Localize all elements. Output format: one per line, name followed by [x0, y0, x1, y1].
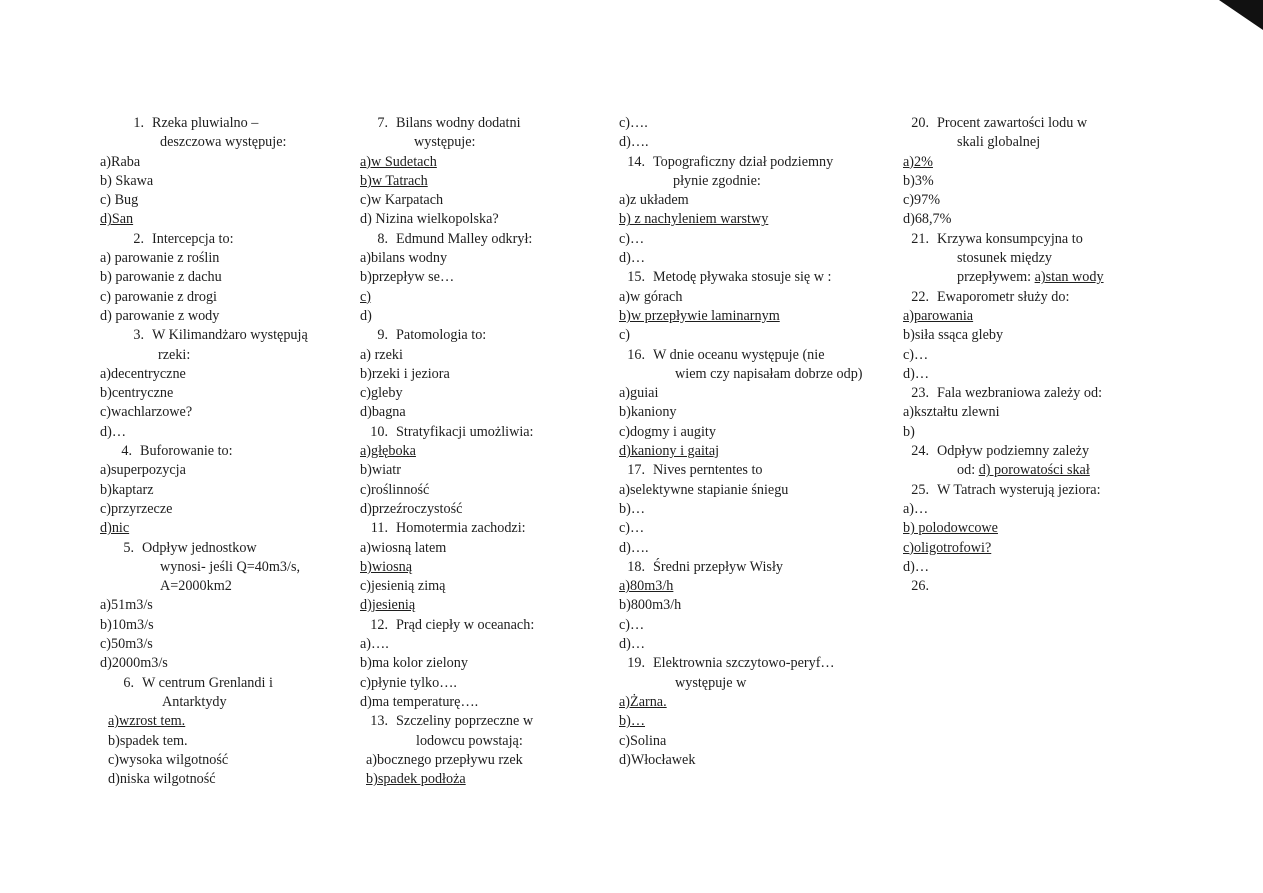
option-12a: a)…. — [360, 636, 389, 653]
question-20-text: Procent zawartości lodu w — [937, 115, 1088, 131]
option-9a: a) rzeki — [360, 346, 403, 363]
question-7-text-cont: występuje: — [414, 134, 476, 151]
question-24-answer: d) porowatości skał — [978, 462, 1090, 479]
question-24: 24. Odpływ podziemny zależy od: d) porowatości skał — [911, 443, 1090, 479]
question-1-text: Rzeka pluwialno – — [152, 115, 259, 131]
option-25d: d)… — [903, 558, 930, 575]
question-19-text-cont: występuje w — [675, 674, 747, 691]
option-6c: c)wysoka wilgotność — [108, 751, 229, 768]
option-25c-answer: c)oligotrofowi? — [903, 539, 992, 556]
question-26: 26. — [911, 578, 929, 595]
option-8b: b)przepływ se… — [360, 269, 455, 286]
option-20d: d)68,7% — [903, 211, 952, 228]
question-20-text-cont: skali globalnej — [957, 134, 1041, 151]
option-7d: d) Nizina wielkopolska? — [360, 211, 499, 228]
question-3: 3. W Kilimandżaro występują rzeki: — [100, 326, 345, 365]
option-16c: c)dogmy i augity — [619, 423, 716, 440]
option-18d: d)… — [619, 636, 646, 653]
question-16-text: W dnie oceanu występuje (nie — [653, 346, 825, 363]
option-1c: c) Bug — [100, 192, 139, 209]
question-25: 25. W Tatrach wysterują jeziora: — [911, 481, 1101, 498]
scan-corner-mark — [1219, 0, 1263, 30]
question-21-text-cont: stosunek między — [957, 250, 1052, 267]
question-22-text: Ewaporometr służy do: — [937, 288, 1070, 305]
question-12: 12. Prąd ciepły w oceanach: — [370, 616, 535, 633]
question-11-text: Homotermia zachodzi: — [396, 520, 526, 537]
option-3b: b)centryczne — [100, 385, 174, 402]
option-25b-answer: b) polodowcowe — [903, 520, 998, 537]
option-4c: c)przyrzecze — [100, 500, 173, 517]
question-10: 10. Stratyfikacji umożliwia: — [370, 423, 534, 440]
question-4: 4. Buforowanie to: — [121, 443, 233, 460]
option-11b-answer: b)wiosną — [360, 558, 413, 575]
option-9c: c)gleby — [360, 385, 403, 402]
question-7-text: Bilans wodny dodatni — [396, 115, 521, 131]
question-1: 1. Rzeka pluwialno – deszczowa występuje: — [100, 114, 345, 153]
option-18b: b)800m3/h — [619, 597, 682, 614]
question-17-text: Nives perntentes to — [653, 462, 763, 479]
option-2d: d) parowanie z wody — [100, 307, 220, 324]
option-20b: b)3% — [903, 172, 934, 189]
question-25-text: W Tatrach wysterują jeziora: — [937, 481, 1101, 498]
option-13b-answer: b)spadek podłoża — [366, 771, 466, 788]
option-3d: d)… — [100, 423, 127, 440]
option-16d-answer: d)kaniony i gaitaj — [619, 443, 720, 460]
option-5a: a)51m3/s — [100, 597, 153, 614]
option-7b-answer: b)w Tatrach — [360, 172, 428, 189]
option-14c: c)… — [619, 230, 645, 247]
option-15a: a)w górach — [619, 288, 683, 305]
option-17c: c)… — [619, 520, 645, 537]
option-15b-answer: b)w przepływie laminarnym — [619, 307, 780, 324]
option-2a: a) parowanie z roślin — [100, 250, 220, 267]
option-14b-answer: b) z nachyleniem warstwy — [619, 211, 769, 228]
question-21: 21. Krzywa konsumpcyjna to stosunek między przepływem: a)stan wody — [903, 230, 1163, 288]
option-10d: d)przeźroczystość — [360, 500, 463, 517]
option-4b: b)kaptarz — [100, 481, 154, 498]
question-3-text: W Kilimandżaro występują — [152, 327, 308, 344]
question-17: 17. Nives perntentes to — [627, 462, 763, 479]
question-2-text: Intercepcja to: — [152, 230, 234, 247]
option-6a-answer: a)wzrost tem. — [108, 713, 186, 730]
option-5b: b)10m3/s — [100, 616, 154, 633]
question-13-text: Szczeliny poprzeczne w — [396, 713, 534, 730]
option-10a-answer: a)głęboka — [360, 443, 416, 460]
question-8-text: Edmund Malley odkrył: — [396, 230, 533, 247]
option-8c-answer: c) — [360, 288, 372, 305]
option-17b: b)… — [619, 500, 646, 517]
question-14-text: Topograficzny dział podziemny — [653, 153, 834, 170]
option-19d: d)Włocławek — [619, 751, 696, 768]
option-19c: c)Solina — [619, 732, 667, 749]
option-18c: c)… — [619, 616, 645, 633]
option-13a: a)bocznego przepływu rzek — [366, 751, 523, 768]
question-14: 14. Topograficzny dział podziemny płynie zgodnie: — [619, 153, 901, 192]
option-9b: b)rzeki i jeziora — [360, 365, 450, 382]
option-1b: b) Skawa — [100, 172, 154, 189]
question-13-text-cont: lodowcu powstają: — [416, 732, 523, 749]
question-5-text-cont: wynosi- jeśli Q=40m3/s, — [160, 558, 301, 575]
option-13c: c)…. — [619, 115, 648, 131]
option-14d: d)… — [619, 250, 646, 267]
option-23b: b) — [903, 423, 915, 440]
question-6-text: W centrum Grenlandi i — [142, 674, 273, 691]
option-1a: a)Raba — [100, 153, 141, 170]
question-24-text: Odpływ podziemny zależy — [937, 443, 1090, 460]
question-15-text: Metodę pływaka stosuje się w : — [653, 269, 832, 286]
option-22b: b)siła ssąca gleby — [903, 327, 1004, 344]
question-5-text-cont2: A=2000km2 — [160, 578, 232, 595]
option-6d: d)niska wilgotność — [108, 771, 216, 788]
option-15c: c) — [619, 327, 631, 344]
option-19b-answer: b)… — [619, 713, 646, 730]
question-23-text: Fala wezbraniowa zależy od: — [937, 385, 1103, 402]
question-7: 7. Bilans wodny dodatni występuje: — [360, 114, 600, 153]
option-16a: a)guiai — [619, 385, 659, 402]
option-18a-answer: a)80m3/h — [619, 578, 674, 595]
question-5: 5. Odpływ jednostkow wynosi- jeśli Q=40m3/s, A=2000km2 — [100, 539, 345, 597]
option-7a-answer: a)w Sudetach — [360, 153, 437, 170]
option-1d-answer: d)San — [100, 211, 134, 228]
question-6-text-cont: Antarktydy — [162, 693, 227, 710]
question-14-text-cont: płynie zgodnie: — [673, 172, 761, 189]
option-4d-answer: d)nic — [100, 520, 130, 537]
option-7c: c)w Karpatach — [360, 192, 444, 209]
question-1-text-cont: deszczowa występuje: — [160, 134, 287, 151]
option-6b: b)spadek tem. — [108, 732, 188, 749]
option-2c: c) parowanie z drogi — [100, 288, 217, 305]
question-4-text: Buforowanie to: — [140, 443, 233, 460]
question-21-text: Krzywa konsumpcyjna to — [937, 230, 1083, 247]
question-5-text: Odpływ jednostkow — [142, 539, 257, 556]
option-11a: a)wiosną latem — [360, 539, 447, 556]
option-9d: d)bagna — [360, 404, 406, 421]
question-10-text: Stratyfikacji umożliwia: — [396, 423, 534, 440]
column-3 — [619, 114, 901, 770]
option-17a: a)selektywne stapianie śniegu — [619, 481, 789, 498]
option-11c: c)jesienią zimą — [360, 578, 446, 595]
question-21-answer: a)stan wody — [1034, 269, 1104, 286]
option-16b: b)kaniony — [619, 404, 677, 421]
question-6: 6. W centrum Grenlandi i Antarktydy — [100, 674, 345, 713]
question-9: 9. Patomologia to: — [377, 327, 487, 344]
question-19-text: Elektrownia szczytowo-peryf… — [653, 655, 835, 672]
option-11d-answer: d)jesienią — [360, 597, 416, 614]
column-4 — [903, 114, 1163, 596]
question-24-text-cont: od: — [957, 462, 979, 479]
option-10b: b)wiatr — [360, 462, 401, 479]
option-12d: d)ma temperaturę…. — [360, 693, 479, 710]
option-22a-answer: a)parowania — [903, 307, 974, 324]
option-8d: d) — [360, 307, 372, 324]
option-20c: c)97% — [903, 192, 941, 209]
question-19: 19. Elektrownia szczytowo-peryf… występuje w — [619, 654, 901, 693]
option-5d: d)2000m3/s — [100, 655, 168, 672]
question-18: 18. Średni przepływ Wisły — [627, 558, 783, 575]
option-19a-answer: a)Żarna. — [619, 693, 667, 710]
option-14a: a)z układem — [619, 192, 689, 209]
column-1 — [100, 114, 345, 789]
question-18-text: Średni przepływ Wisły — [653, 558, 783, 575]
option-3a: a)decentryczne — [100, 365, 186, 382]
question-2: 2. Intercepcja to: — [133, 230, 234, 247]
question-23: 23. Fala wezbraniowa zależy od: — [911, 385, 1103, 402]
question-21-text-cont2: przepływem: — [957, 269, 1035, 286]
question-16-text-cont: wiem czy napisałam dobrze odp) — [675, 365, 863, 382]
question-3-text-cont: rzeki: — [158, 346, 191, 363]
option-8a: a)bilans wodny — [360, 250, 448, 267]
option-23a: a)kształtu zlewni — [903, 404, 1000, 421]
option-22c: c)… — [903, 346, 929, 363]
option-3c: c)wachlarzowe? — [100, 404, 193, 421]
option-5c: c)50m3/s — [100, 636, 153, 653]
option-12c: c)płynie tylko…. — [360, 674, 457, 691]
option-20a-answer: a)2% — [903, 153, 933, 170]
option-2b: b) parowanie z dachu — [100, 269, 222, 286]
question-13: 13. Szczeliny poprzeczne w lodowcu powstają: — [360, 712, 600, 751]
question-9-text: Patomologia to: — [396, 327, 487, 344]
option-10c: c)roślinność — [360, 481, 430, 498]
question-12-text: Prąd ciepły w oceanach: — [396, 616, 535, 633]
option-25a: a)… — [903, 500, 929, 517]
question-22: 22. Ewaporometr służy do: — [911, 288, 1070, 305]
question-11: 11. Homotermia zachodzi: — [370, 520, 526, 537]
question-20: 20. Procent zawartości lodu w skali globalnej — [903, 114, 1163, 153]
option-17d: d)…. — [619, 539, 649, 556]
question-15: 15. Metodę pływaka stosuje się w : — [627, 269, 832, 286]
option-12b: b)ma kolor zielony — [360, 655, 468, 672]
column-2 — [360, 114, 600, 789]
question-16: 16. W dnie oceanu występuje (nie wiem czy napisałam dobrze odp) — [619, 346, 901, 385]
question-8: 8. Edmund Malley odkrył: — [377, 230, 533, 247]
option-13d: d)…. — [619, 134, 649, 151]
option-4a: a)superpozycja — [100, 462, 186, 479]
option-22d: d)… — [903, 365, 930, 382]
